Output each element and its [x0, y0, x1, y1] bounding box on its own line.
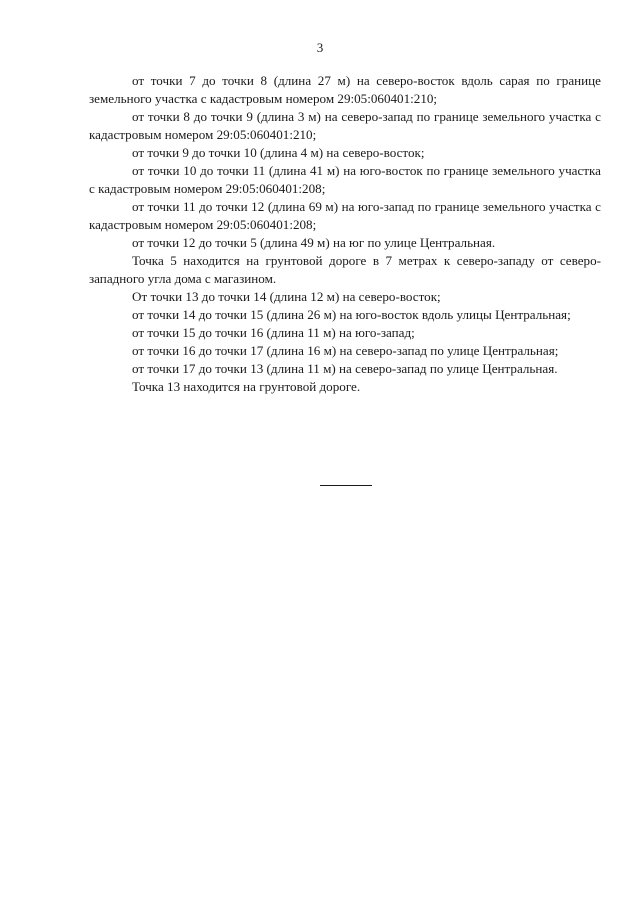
- paragraph-10: от точки 15 до точки 16 (длина 11 м) на юго-запад;: [132, 325, 415, 340]
- closing-divider: [320, 485, 372, 486]
- paragraph-5: от точки 11 до точки 12 (длина 69 м) на юго-запад по границе земельного участка с кадастровым номером 29:05:060401:208;: [89, 199, 601, 232]
- paragraph-1: от точки 7 до точки 8 (длина 27 м) на северо-восток вдоль сарая по границе земельного участка с кадастровым номером 29:05:060401:210;: [89, 73, 601, 106]
- paragraph-4: от точки 10 до точки 11 (длина 41 м) на юго-восток по границе земельного участка с кадастровым номером 29:05:060401:208;: [89, 163, 601, 196]
- document-body: [89, 72, 601, 396]
- paragraph-9: от точки 14 до точки 15 (длина 26 м) на юго-восток вдоль улицы Центральная;: [132, 307, 571, 322]
- paragraph-11: от точки 16 до точки 17 (длина 16 м) на северо-запад по улице Центральная;: [132, 343, 559, 358]
- paragraph-12: от точки 17 до точки 13 (длина 11 м) на северо-запад по улице Центральная.: [132, 361, 558, 376]
- paragraph-8: От точки 13 до точки 14 (длина 12 м) на северо-восток;: [132, 289, 441, 304]
- paragraph-6: от точки 12 до точки 5 (длина 49 м) на юг по улице Центральная.: [132, 235, 496, 250]
- paragraph-13: Точка 13 находится на грунтовой дороге.: [132, 379, 361, 394]
- paragraph-3: от точки 9 до точки 10 (длина 4 м) на северо-восток;: [132, 145, 425, 160]
- paragraph-2: от точки 8 до точки 9 (длина 3 м) на северо-запад по границе земельного участка с кадастровым номером 29:05:060401:210;: [89, 109, 601, 142]
- paragraph-7: Точка 5 находится на грунтовой дороге в 7 метрах к северо-западу от северо-западного угла дома с магазином.: [89, 253, 601, 286]
- page-number: 3: [316, 40, 324, 55]
